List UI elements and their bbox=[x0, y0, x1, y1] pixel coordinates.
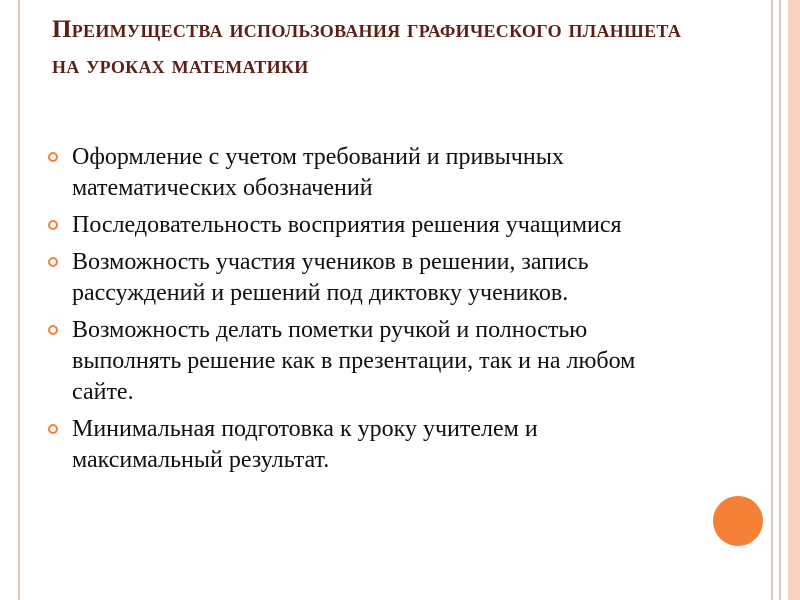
circle-bullet-icon bbox=[48, 325, 58, 335]
right-frame-line-inner bbox=[779, 0, 781, 600]
bullet-text: Возможность делать пометки ручкой и полностью выполнять решение как в презентации, так и на любом сайте. bbox=[72, 317, 636, 405]
circle-bullet-icon bbox=[48, 257, 58, 267]
list-item bbox=[48, 315, 688, 408]
right-frame-band bbox=[788, 0, 800, 600]
bullet-text: Возможность участия учеников в решении, запись рассуждений и решений под диктовку учеников. bbox=[72, 249, 589, 306]
list-item bbox=[48, 247, 688, 309]
bullet-text: Минимальная подготовка к уроку учителем и максимальный результат. bbox=[72, 416, 538, 473]
left-frame-line bbox=[18, 0, 20, 600]
circle-bullet-icon bbox=[48, 424, 58, 434]
slide-title: Преимущества использования графического планшета на уроках математики bbox=[52, 16, 682, 79]
list-item bbox=[48, 142, 688, 204]
right-frame-line-outer bbox=[771, 0, 773, 600]
circle-bullet-icon bbox=[48, 220, 58, 230]
bullet-list bbox=[48, 142, 688, 482]
bullet-text: Последовательность восприятия решения учащимися bbox=[72, 212, 622, 238]
bullet-text: Оформление с учетом требований и привычных математических обозначений bbox=[72, 144, 564, 201]
list-item bbox=[48, 414, 688, 476]
list-item bbox=[48, 210, 688, 241]
orange-dot-icon bbox=[713, 496, 763, 546]
circle-bullet-icon bbox=[48, 152, 58, 162]
